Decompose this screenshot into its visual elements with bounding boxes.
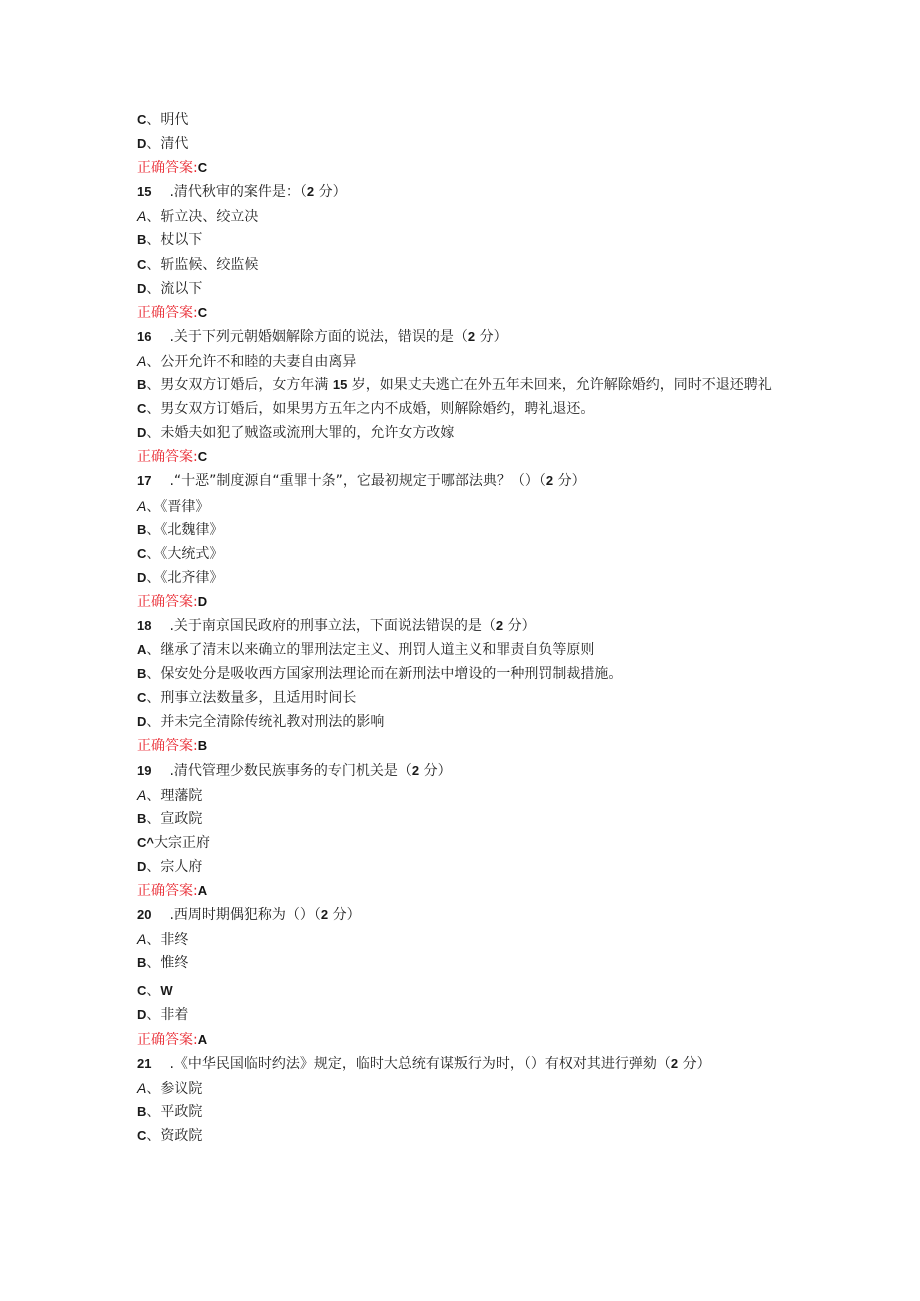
option-line	[137, 638, 787, 662]
option-line	[137, 951, 787, 975]
option-text: 非着	[160, 1007, 189, 1024]
option-letter: A	[137, 208, 147, 225]
option-separator: 、	[146, 280, 161, 297]
option-text: 《北魏律》	[160, 521, 224, 538]
option-letter: A	[137, 931, 147, 948]
option-separator: 、	[146, 955, 161, 972]
option-separator: 、	[146, 136, 161, 153]
option-separator: 、	[146, 209, 161, 226]
option-letter: C	[137, 834, 147, 850]
score-suffix: 分）	[328, 907, 361, 924]
question-number: 17	[137, 473, 152, 489]
option-text: 《大统式》	[160, 545, 224, 562]
option-text: 未婚夫如犯了贼盗或流刑大罪的，允许女方改嫁	[160, 425, 455, 442]
option-text: 惟终	[160, 955, 189, 972]
answer-value: C	[197, 160, 208, 176]
option-line	[137, 807, 787, 831]
question-score: 2	[467, 328, 476, 344]
question-score: 2	[670, 1055, 679, 1071]
option-letter: A	[137, 1079, 147, 1096]
question-score: 2	[320, 907, 329, 923]
answer-label: 正确答案:	[137, 449, 198, 466]
option-line	[137, 277, 787, 301]
score-suffix: 分）	[503, 617, 536, 634]
question-stem	[137, 903, 787, 927]
option-line	[137, 979, 787, 1003]
option-line	[137, 783, 787, 807]
option-letter: A	[137, 786, 147, 803]
score-suffix: 分）	[419, 762, 452, 779]
option-text: 清代	[160, 136, 189, 153]
question-number: 18	[137, 617, 152, 633]
option-letter: B	[137, 1103, 147, 1119]
option-text: 平政院	[160, 1103, 203, 1120]
option-text: 斩立决、绞立决	[160, 209, 259, 226]
option-line	[137, 686, 787, 710]
option-text: 保安处分是吸收西方国家刑法理论而在新刑法中增设的一种刑罚制裁措施。	[160, 666, 623, 683]
answer-label: 正确答案:	[137, 883, 198, 899]
question-stem	[137, 1052, 787, 1076]
option-text: 斩监候、绞监候	[160, 256, 259, 273]
answer-label: 正确答案:	[137, 593, 198, 610]
option-separator: 、	[146, 377, 161, 394]
option-separator: 、	[146, 1080, 161, 1097]
option-separator: 、	[146, 1127, 161, 1144]
question-text: 《中华民国临时约法》规定，临时大总统有谋叛行为时，（）有权对其进行弹劾（	[173, 1055, 671, 1072]
question-number: 15	[137, 184, 152, 200]
answer-value: B	[197, 738, 208, 754]
option-line	[137, 349, 787, 373]
option-line	[137, 542, 787, 566]
option-line	[137, 855, 787, 879]
question-stem	[137, 759, 787, 783]
score-suffix: 分）	[475, 328, 508, 345]
question-score: 2	[495, 617, 504, 633]
question-number: 21	[137, 1055, 152, 1071]
question-prefix: .	[165, 617, 174, 634]
option-text: 杖以下	[160, 232, 203, 249]
exam-document	[137, 108, 787, 1148]
option-separator: 、	[146, 983, 161, 1000]
option-separator: 、	[146, 932, 161, 949]
option-line	[137, 1100, 787, 1124]
option-separator: 、	[146, 569, 161, 586]
option-line	[137, 253, 787, 277]
answer-label: 正确答案:	[137, 738, 198, 755]
option-text: 大宗正府	[153, 834, 210, 851]
option-text: 宗人府	[160, 858, 203, 875]
question-prefix: .	[165, 184, 174, 201]
option-letter: D	[137, 425, 147, 441]
answer-value: D	[197, 593, 208, 609]
option-text: 资政院	[160, 1127, 203, 1144]
option-letter: C	[137, 256, 147, 272]
option-line	[137, 373, 787, 397]
option-line	[137, 1003, 787, 1027]
option-line	[137, 108, 787, 132]
answer-value: C	[197, 449, 208, 465]
option-letter: D	[137, 569, 147, 585]
question-text: 关于下列元朝婚姻解除方面的说法，错误的是（	[173, 328, 468, 345]
question-prefix: .	[165, 473, 174, 490]
question-score: 2	[411, 762, 420, 778]
option-separator: ^	[146, 834, 154, 850]
question-prefix: .	[165, 762, 174, 779]
option-text: 非终	[160, 932, 189, 949]
correct-answer	[137, 156, 787, 180]
option-letter: A	[137, 352, 147, 369]
option-letter: B	[137, 377, 147, 393]
option-text: 男女双方订婚后，女方年满	[160, 377, 333, 394]
answer-label: 正确答案:	[137, 160, 198, 177]
question-text: 清代管理少数民族事务的专门机关是（	[173, 762, 412, 779]
option-text: 并未完全清除传统礼教对刑法的影响	[160, 714, 385, 731]
option-letter: C	[137, 401, 147, 417]
option-letter: C	[137, 690, 147, 706]
question-stem	[137, 614, 787, 638]
question-stem	[137, 325, 787, 349]
option-line	[137, 518, 787, 542]
option-separator: 、	[146, 1103, 161, 1120]
option-text: 继承了清末以来确立的罪刑法定主义、刑罚人道主义和罪责自负等原则	[160, 642, 595, 659]
option-line	[137, 831, 787, 855]
correct-answer	[137, 879, 787, 903]
option-letter: B	[137, 955, 147, 971]
option-line	[137, 1076, 787, 1100]
question-text: “十恶”制度源自“重罪十条”，它最初规定于哪部法典？（）（	[173, 473, 546, 490]
correct-answer	[137, 1028, 787, 1052]
question-score: 2	[545, 473, 554, 489]
option-separator: 、	[146, 858, 161, 875]
correct-answer	[137, 590, 787, 614]
option-text: 宣政院	[160, 810, 203, 827]
option-line	[137, 927, 787, 951]
option-letter: C	[137, 1127, 147, 1143]
option-letter: A	[137, 642, 147, 658]
correct-answer	[137, 734, 787, 758]
option-separator: 、	[146, 690, 161, 707]
option-separator: 、	[146, 666, 161, 683]
answer-value: A	[197, 883, 208, 898]
option-separator: 、	[146, 521, 161, 538]
option-separator: 、	[146, 545, 161, 562]
option-letter: D	[137, 280, 147, 296]
option-letter: B	[137, 521, 147, 537]
option-text: 流以下	[160, 280, 203, 297]
score-suffix: 分）	[678, 1055, 711, 1072]
option-text-continued: 岁，如果丈夫逃亡在外五年未回来，允许解除婚约，同时不退还聘礼	[347, 377, 772, 394]
option-line	[137, 662, 787, 686]
option-letter: D	[137, 858, 147, 874]
option-separator: 、	[146, 1007, 161, 1024]
option-line	[137, 494, 787, 518]
option-letter: D	[137, 136, 147, 152]
option-line	[137, 132, 787, 156]
option-letter: B	[137, 810, 147, 826]
question-score: 2	[306, 184, 315, 200]
question-prefix: .	[165, 1055, 174, 1072]
option-separator: 、	[146, 787, 161, 804]
score-suffix: 分）	[314, 184, 347, 201]
question-number: 19	[137, 762, 152, 778]
option-line	[137, 421, 787, 445]
option-letter: D	[137, 714, 147, 730]
option-separator: 、	[146, 401, 161, 418]
answer-value: A	[197, 1031, 208, 1047]
option-separator: 、	[146, 642, 161, 659]
option-line	[137, 566, 787, 590]
option-text: 参议院	[160, 1080, 203, 1097]
option-separator: 、	[146, 714, 161, 731]
correct-answer	[137, 445, 787, 469]
option-text: 公开允许不和睦的夫妻自由离异	[160, 353, 357, 370]
option-number: 15	[332, 377, 348, 393]
correct-answer	[137, 301, 787, 325]
option-text: 《北齐律》	[160, 569, 224, 586]
option-text: 刑事立法数量多，且适用时间长	[160, 690, 357, 707]
question-stem	[137, 469, 787, 493]
option-line	[137, 710, 787, 734]
option-line	[137, 204, 787, 228]
option-letter: D	[137, 1007, 147, 1023]
option-letter: C	[137, 545, 147, 561]
option-line	[137, 397, 787, 421]
option-letter: C	[137, 112, 147, 127]
option-separator: 、	[146, 256, 161, 273]
option-text: 明代	[160, 112, 189, 128]
question-prefix: .	[165, 328, 174, 345]
option-letter: B	[137, 666, 147, 682]
option-text: W	[160, 983, 173, 999]
question-text: 关于南京国民政府的刑事立法，下面说法错误的是（	[173, 617, 496, 634]
score-suffix: 分）	[553, 473, 586, 490]
answer-label: 正确答案:	[137, 304, 198, 321]
option-separator: 、	[146, 498, 161, 515]
question-text: 清代秋审的案件是：（	[173, 184, 307, 201]
answer-label: 正确答案:	[137, 1031, 198, 1048]
question-prefix: .	[165, 907, 174, 924]
answer-value: C	[197, 304, 208, 320]
option-letter: C	[137, 983, 147, 999]
option-separator: 、	[146, 353, 161, 370]
option-separator: 、	[146, 232, 161, 249]
question-number: 20	[137, 907, 152, 923]
option-separator: 、	[146, 810, 161, 827]
question-number: 16	[137, 328, 152, 344]
option-separator: 、	[146, 112, 161, 128]
question-text: 西周时期偶犯称为（）（	[173, 907, 321, 924]
option-letter: B	[137, 232, 147, 248]
option-letter: A	[137, 497, 147, 514]
option-separator: 、	[146, 425, 161, 442]
option-text: 《晋律》	[160, 498, 210, 515]
option-text: 男女双方订婚后，如果男方五年之内不成婚，则解除婚约，聘礼退还。	[160, 401, 595, 418]
question-stem	[137, 180, 787, 204]
option-text: 理藩院	[160, 787, 203, 804]
option-line	[137, 1124, 787, 1148]
option-line	[137, 228, 787, 252]
